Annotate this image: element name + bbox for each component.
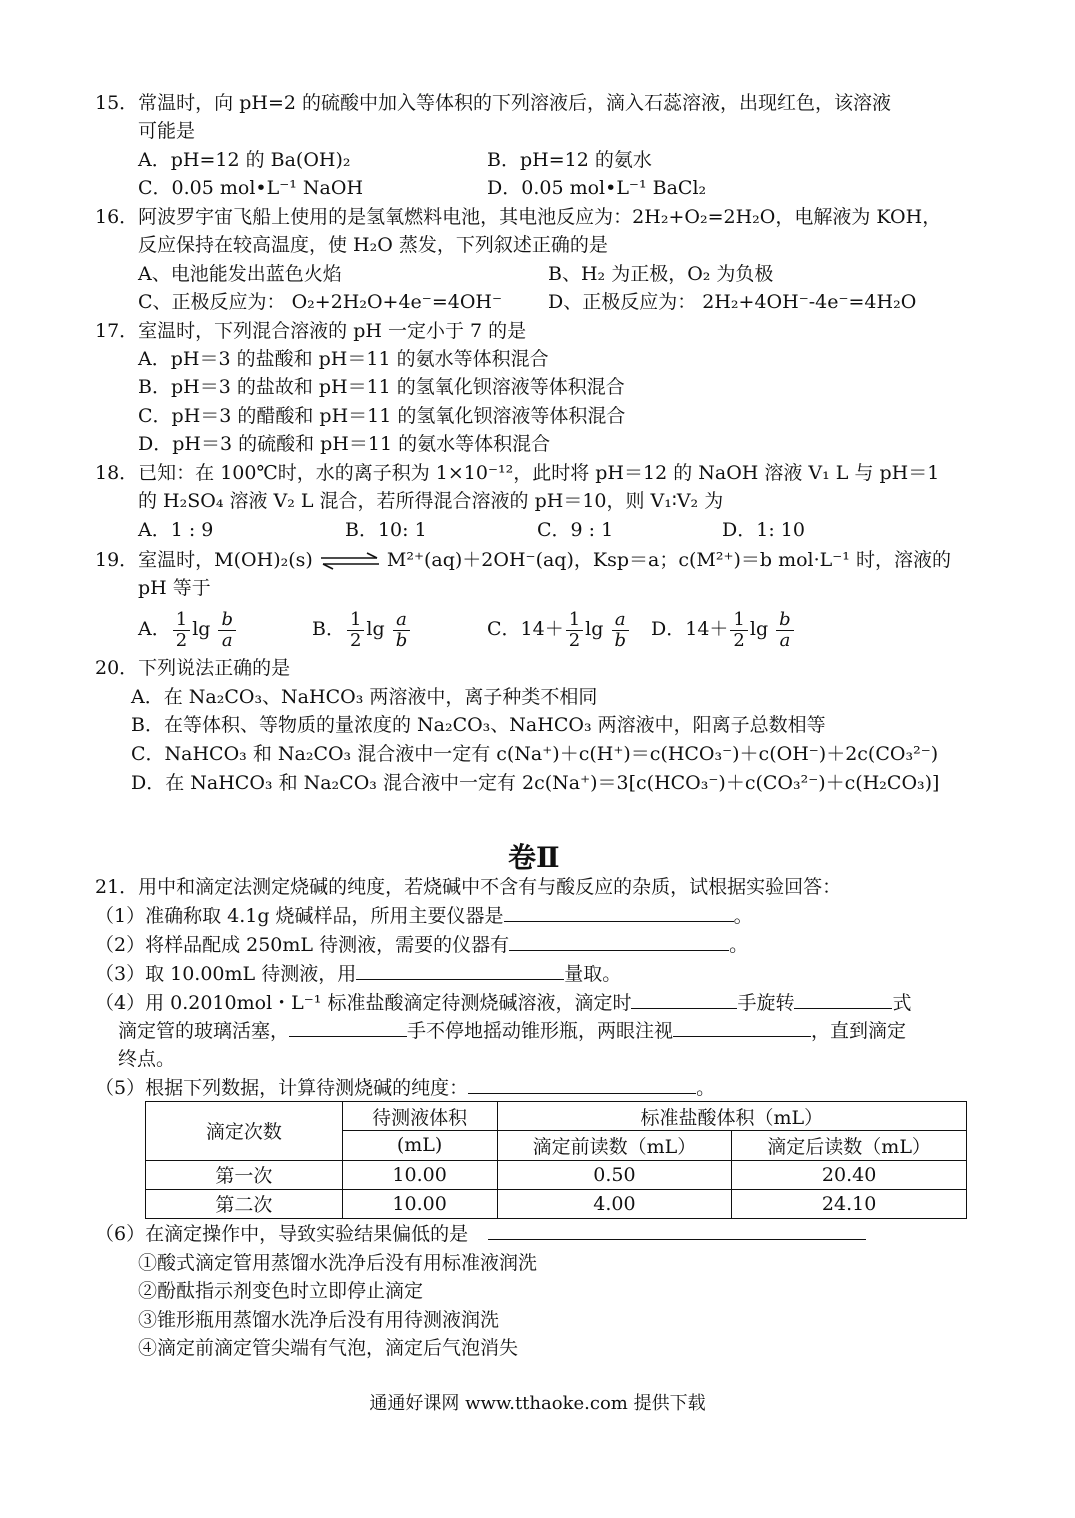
q21-part2: （2）将样品配成 250mL 待测液，需要的仪器有 。 — [95, 934, 749, 956]
header-sample-volume-unit: (mL) — [342, 1131, 497, 1160]
q19-stem-left: 19．室温时，M(OH)₂(s) — [95, 549, 313, 571]
lg-symbol: lg — [192, 618, 211, 640]
q19-option-c — [487, 606, 631, 652]
q21-part3: （3）取 10.00mL 待测液，用 量取。 — [95, 963, 622, 985]
q19-stem-line2: pH 等于 — [138, 577, 211, 599]
q19-stem-right: M²⁺(aq)＋2OH⁻(aq)，Ksp＝a；c(M²⁺)＝b mol·L⁻¹ 时，溶液的 — [386, 549, 951, 571]
q21-part6 — [95, 1220, 866, 1248]
section-title: 卷Ⅱ — [508, 841, 560, 874]
q20-option-b: B．在等体积、等物质的量浓度的 Na₂CO₃、NaHCO₃ 两溶液中，阳离子总数相等 — [131, 714, 826, 736]
equilibrium-arrow-icon — [319, 552, 381, 570]
q19-option-d-label: D．14＋ — [651, 618, 729, 640]
q21-part6-text: （6）在滴定操作中，导致实验结果偏低的是 — [95, 1223, 469, 1245]
q16-option-a: A、电池能发出蓝色火焰 — [138, 263, 342, 285]
answer-blank[interactable] — [509, 932, 729, 951]
q21-part4-line2: 滴定管的玻璃活塞， 手不停地摇动锥形瓶，两眼注视 ，直到滴定 — [118, 1020, 907, 1042]
q17-option-d: D．pH＝3 的硫酸和 pH＝11 的氨水等体积混合 — [138, 433, 551, 455]
q18-option-b: B．10: 1 — [345, 519, 427, 541]
q19-option-c-label: C．14＋ — [487, 618, 564, 640]
answer-blank[interactable] — [794, 990, 892, 1009]
header-sample-volume: 待测液体积 — [342, 1102, 497, 1131]
answer-blank[interactable] — [356, 961, 564, 980]
q20-stem: 20．下列说法正确的是 — [95, 657, 291, 679]
q20-option-d: D．在 NaHCO₃ 和 Na₂CO₃ 混合液中一定有 2c(Na⁺)＝3[c(HCO₃⁻)＋c(CO₃²⁻)＋c(H₂CO₃)] — [131, 772, 940, 794]
q21-stem: 21．用中和滴定法测定烧碱的纯度，若烧碱中不含有与酸反应的杂质，试根据实验回答： — [95, 876, 842, 898]
q17-option-c: C．pH＝3 的醋酸和 pH＝11 的氢氧化钡溶液等体积混合 — [138, 405, 626, 427]
answer-blank[interactable] — [631, 990, 737, 1009]
answer-blank[interactable] — [289, 1018, 407, 1037]
q15-option-c: C．0.05 mol•L⁻¹ NaOH — [138, 177, 364, 199]
q21-part4-line1: （4）用 0.2010mol・L⁻¹ 标准盐酸滴定待测烧碱溶液，滴定时 手旋转 式 — [95, 992, 912, 1014]
table-row: 第二次 10.00 4.00 24.10 — [146, 1189, 967, 1218]
q15-option-d: D．0.05 mol•L⁻¹ BaCl₂ — [487, 177, 707, 199]
q17-option-a: A．pH＝3 的盐酸和 pH＝11 的氨水等体积混合 — [138, 348, 549, 370]
answer-blank[interactable] — [504, 903, 734, 922]
q21-item-1: ①酸式滴定管用蒸馏水洗净后没有用标准液润洗 — [138, 1252, 538, 1274]
q21-part4-text: （4）用 0.2010mol・L⁻¹ 标准盐酸滴定待测烧碱溶液，滴定时 — [95, 992, 632, 1014]
header-standard-hcl-volume: 标准盐酸体积（mL） — [497, 1102, 966, 1131]
q19-option-d — [651, 606, 796, 652]
q19-option-a-label: A． — [138, 618, 171, 640]
q16-option-c: C、正极反应为： O₂+2H₂O+4e⁻=4OH⁻ — [138, 291, 503, 313]
q18-option-a: A．1 : 9 — [138, 519, 214, 541]
q20-option-c: C．NaHCO₃ 和 Na₂CO₃ 混合液中一定有 c(Na⁺)＋c(H⁺)＝c(HCO₃⁻)＋c(OH⁻)＋2c(CO₃²⁻) — [131, 743, 939, 765]
q18-stem-line2: 的 H₂SO₄ 溶液 V₂ L 混合，若所得混合溶液的 pH＝10，则 V₁∶V₂ 为 — [138, 490, 724, 512]
half-fraction: $\frac{1}{2}$ — [173, 611, 190, 650]
q19-option-a — [138, 606, 238, 652]
q15-stem-line1: 15．常温时，向 pH=2 的硫酸中加入等体积的下列溶液后，滴入石蕊溶液，出现红色，该溶液 — [95, 92, 891, 114]
header-titration-times: 滴定次数 — [146, 1102, 343, 1161]
q19-option-b — [312, 606, 412, 652]
answer-blank[interactable] — [673, 1018, 811, 1037]
lg-symbol: lg — [749, 618, 769, 640]
lg-symbol: lg — [585, 618, 604, 640]
q18-option-d: D．1: 10 — [722, 519, 805, 541]
q19-option-a-fraction: $\frac{b}{a}$ — [218, 611, 236, 650]
half-fraction: $\frac{1}{2}$ — [730, 611, 747, 650]
q15-option-b: B．pH=12 的氨水 — [487, 149, 652, 171]
q21-part4-line3: 终点。 — [118, 1048, 176, 1070]
q19-option-b-label: B． — [312, 618, 345, 640]
q20-option-a: A．在 Na₂CO₃、NaHCO₃ 两溶液中，离子种类不相同 — [131, 686, 598, 708]
table-row: 第一次 10.00 0.50 20.40 — [146, 1160, 967, 1189]
q21-part2-text: （2）将样品配成 250mL 待测液，需要的仪器有 — [95, 934, 510, 956]
header-reading-after: 滴定后读数（mL） — [732, 1131, 967, 1160]
q16-stem-line1: 16．阿波罗宇宙飞船上使用的是氢氧燃料电池，其电池反应为：2H₂+O₂=2H₂O，电解液为 KOH， — [95, 206, 942, 228]
q17-stem: 17．室温时，下列混合溶液的 pH 一定小于 7 的是 — [95, 320, 527, 342]
q18-stem-line1: 18．已知：在 100℃时，水的离子积为 1×10⁻¹²，此时将 pH＝12 的 NaOH 溶液 V₁ L 与 pH＝1 — [95, 462, 940, 484]
q19-option-b-fraction: $\frac{a}{b}$ — [393, 611, 411, 650]
header-reading-before: 滴定前读数（mL） — [497, 1131, 732, 1160]
q19-option-c-fraction: $\frac{a}{b}$ — [611, 611, 629, 650]
q21-item-2: ②酚酞指示剂变色时立即停止滴定 — [138, 1280, 424, 1302]
lg-symbol: lg — [366, 618, 385, 640]
q21-part5-text: （5）根据下列数据，计算待测烧碱的纯度： — [95, 1077, 469, 1099]
q15-option-a: A．pH=12 的 Ba(OH)₂ — [138, 149, 351, 171]
q15-stem-line2: 可能是 — [138, 120, 196, 142]
answer-blank[interactable] — [468, 1075, 696, 1094]
q21-part5: （5）根据下列数据，计算待测烧碱的纯度： 。 — [95, 1077, 716, 1099]
answer-blank[interactable] — [488, 1221, 866, 1240]
q19-stem-line1 — [95, 546, 951, 574]
q21-item-3: ③锥形瓶用蒸馏水洗净后没有用待测液润洗 — [138, 1309, 500, 1331]
q16-option-d: D、正极反应为： 2H₂+4OH⁻-4e⁻=4H₂O — [548, 291, 917, 313]
q17-option-b: B．pH＝3 的盐故和 pH＝11 的氢氧化钡溶液等体积混合 — [138, 376, 625, 398]
half-fraction: $\frac{1}{2}$ — [347, 611, 364, 650]
q18-option-c: C．9 : 1 — [537, 519, 614, 541]
q21-item-4: ④滴定前滴定管尖端有气泡，滴定后气泡消失 — [138, 1337, 519, 1359]
q21-part3-text: （3）取 10.00mL 待测液，用 — [95, 963, 357, 985]
half-fraction: $\frac{1}{2}$ — [566, 611, 583, 650]
q19-option-d-fraction: $\frac{b}{a}$ — [776, 611, 794, 650]
q21-part1: （1）准确称取 4.1g 烧碱样品，所用主要仪器是 。 — [95, 905, 753, 927]
footer-source: 通通好课网 www.tthaoke.com 提供下载 — [369, 1393, 706, 1414]
q16-option-b: B、H₂ 为正极，O₂ 为负极 — [548, 263, 774, 285]
q16-stem-line2: 反应保持在较高温度，使 H₂O 蒸发，下列叙述正确的是 — [138, 234, 608, 256]
titration-data-table — [145, 1101, 967, 1219]
q21-part1-text: （1）准确称取 4.1g 烧碱样品，所用主要仪器是 — [95, 905, 504, 927]
